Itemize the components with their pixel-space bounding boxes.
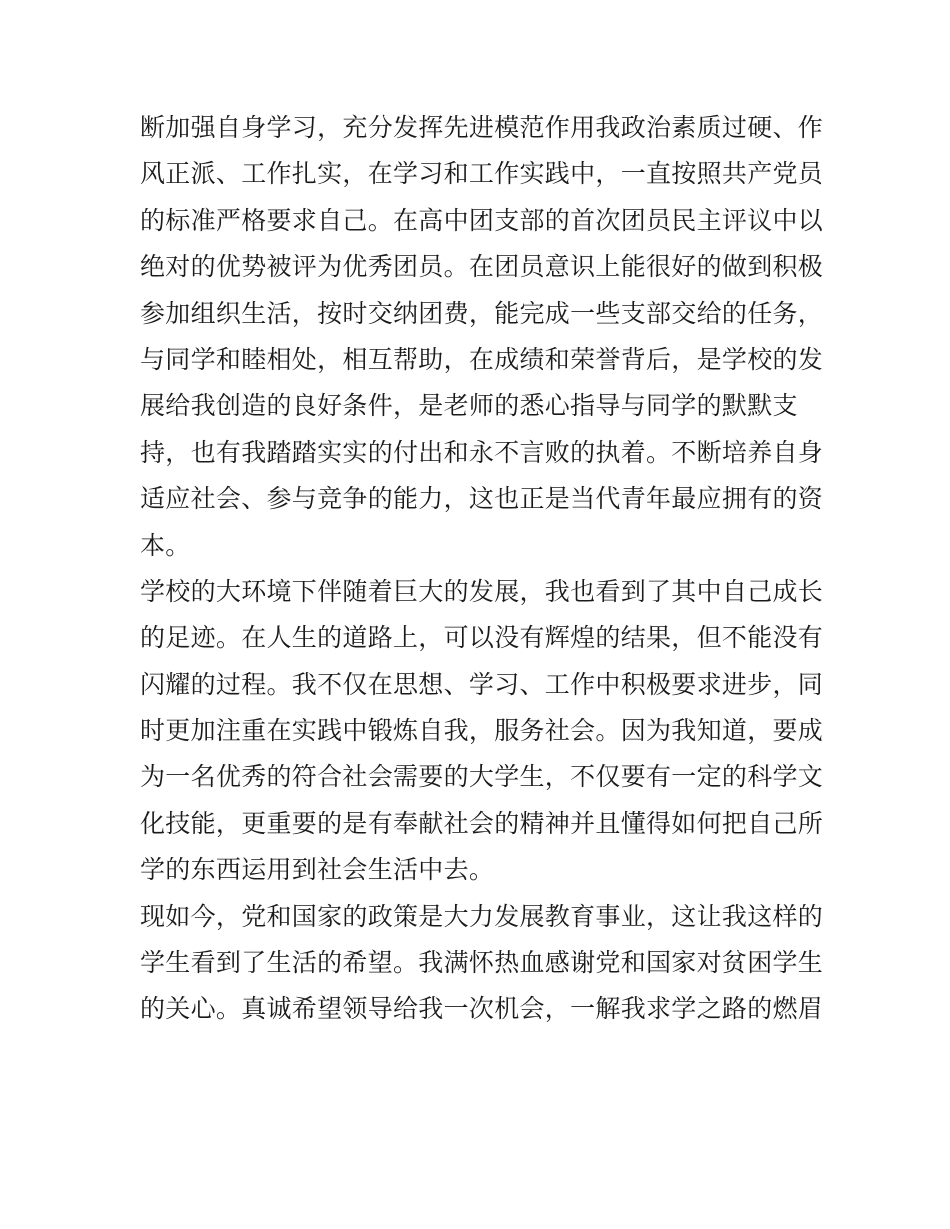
text-line: 绝对的优势被评为优秀团员。在团员意识上能很好的做到积极 — [140, 252, 824, 282]
text-line: 现如今，党和国家的政策是大力发展教育事业，这让我这样的 — [140, 901, 824, 931]
text-line: 适应社会、参与竞争的能力，这也正是当代青年最应拥有的资 — [140, 484, 824, 514]
body-text — [140, 105, 830, 1033]
text-line: 学的东西运用到社会生活中去。 — [140, 855, 495, 885]
text-line: 的标准严格要求自己。在高中团支部的首次团员民主评议中以 — [140, 205, 824, 235]
text-line: 本。 — [140, 530, 191, 560]
text-line: 与同学和睦相处，相互帮助，在成绩和荣誉背后，是学校的发 — [140, 344, 824, 374]
text-line: 展给我创造的良好条件，是老师的悉心指导与同学的默默支 — [140, 391, 798, 421]
text-line: 时更加注重在实践中锻炼自我，服务社会。因为我知道，要成 — [140, 716, 824, 746]
text-line: 的关心。真诚希望领导给我一次机会，一解我求学之路的燃眉 — [140, 994, 824, 1024]
text-line: 风正派、工作扎实，在学习和工作实践中，一直按照共产党员 — [140, 159, 824, 189]
text-line: 化技能，更重要的是有奉献社会的精神并且懂得如何把自己所 — [140, 808, 824, 838]
text-line: 持，也有我踏踏实实的付出和永不言败的执着。不断培养自身 — [140, 437, 824, 467]
text-line: 的足迹。在人生的道路上，可以没有辉煌的结果，但不能没有 — [140, 623, 824, 653]
text-line: 为一名优秀的符合社会需要的大学生，不仅要有一定的科学文 — [140, 762, 824, 792]
text-line: 学生看到了生活的希望。我满怀热血感谢党和国家对贫困学生 — [140, 948, 824, 978]
text-line: 闪耀的过程。我不仅在思想、学习、工作中积极要求进步，同 — [140, 669, 824, 699]
text-line: 断加强自身学习，充分发挥先进模范作用我政治素质过硬、作 — [140, 113, 824, 142]
text-line: 参加组织生活，按时交纳团费，能完成一些支部交给的任务， — [140, 298, 824, 328]
text-line: 学校的大环境下伴随着巨大的发展，我也看到了其中自己成长 — [140, 576, 824, 606]
